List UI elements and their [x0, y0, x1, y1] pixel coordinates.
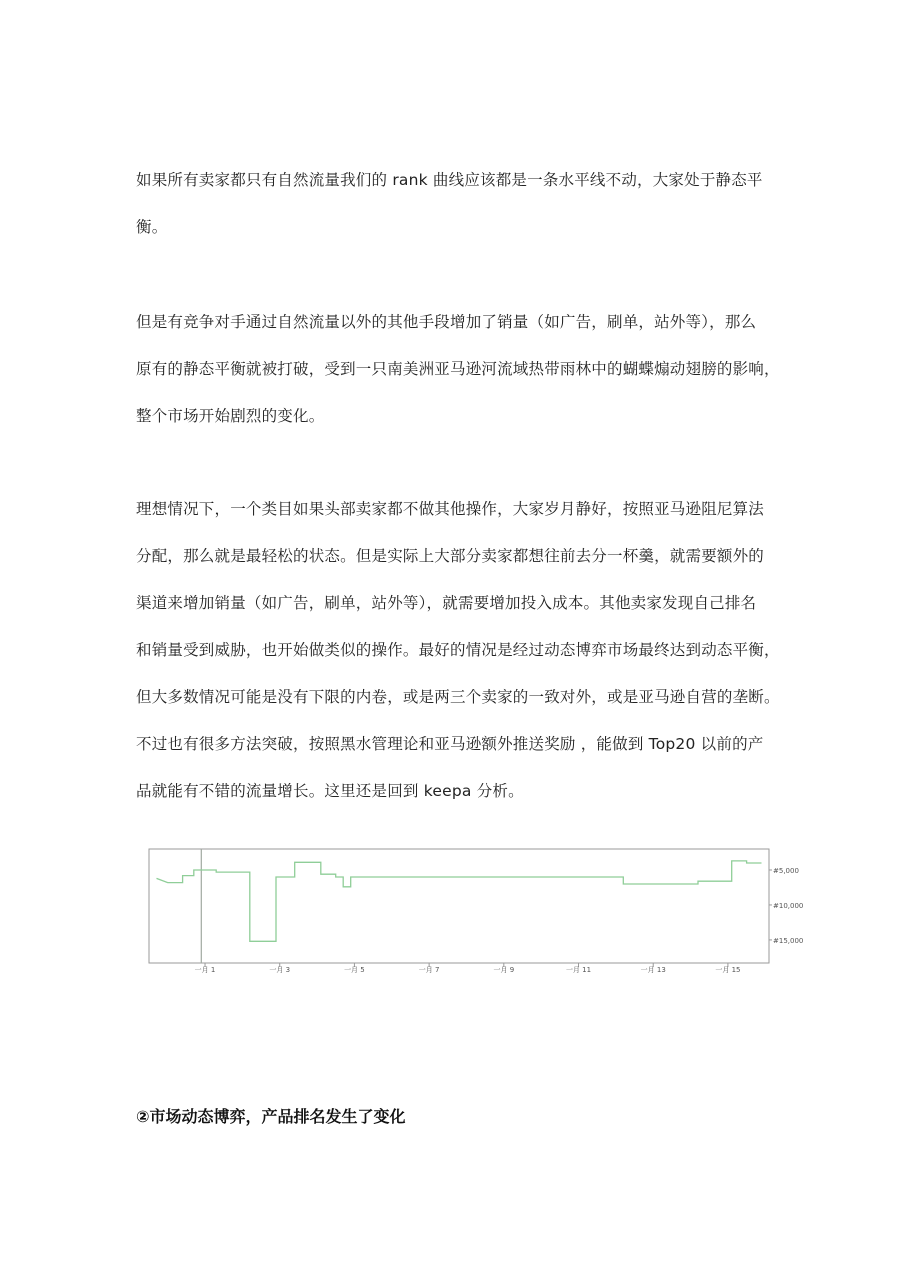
- text-line: 分配，那么就是最轻松的状态。但是实际上大部分卖家都想往前去分一杯羹，就需要额外的: [136, 547, 765, 565]
- paragraph-1: [136, 157, 776, 251]
- text-line: 渠道来增加销量（如广告，刷单，站外等），就需要增加投入成本。其他卖家发现自己排名: [136, 594, 757, 612]
- y-tick-label: #10,000: [773, 901, 804, 910]
- x-tick-label: 一月 13: [640, 966, 666, 974]
- text-line: 整个市场开始剧烈的变化。: [136, 407, 325, 425]
- text-line: 和销量受到威胁，也开始做类似的操作。最好的情况是经过动态博弈市场最终达到动态平衡，: [136, 641, 780, 659]
- y-tick-label: #5,000: [773, 866, 799, 875]
- text-line: 品就能有不错的流量增长。这里还是回到 keepa 分析。: [136, 782, 524, 800]
- x-tick-label: 一月 3: [269, 966, 291, 974]
- x-tick-label: 一月 7: [418, 966, 440, 974]
- y-tick-label: #15,000: [773, 936, 804, 945]
- x-tick-label: 一月 5: [344, 966, 365, 974]
- text-line: 不过也有很多方法突破，按照黑水管理论和亚马逊额外推送奖励 ，能做到 Top20 以前的产: [136, 735, 764, 753]
- x-tick-label: 一月 9: [493, 966, 515, 974]
- text-line: 但大多数情况可能是没有下限的内卷，或是两三个卖家的一致对外，或是亚马逊自营的垄断。: [136, 688, 780, 706]
- keepa-rank-chart: [140, 832, 804, 980]
- paragraph-2: [136, 299, 780, 440]
- paragraph-3: [136, 486, 780, 815]
- plot-frame: [149, 849, 769, 963]
- text-line: 但是有竞争对手通过自然流量以外的其他手段增加了销量（如广告，刷单，站外等），那么: [136, 313, 757, 331]
- text-line: 如果所有卖家都只有自然流量我们的 rank 曲线应该都是一条水平线不动，大家处于静态平: [136, 171, 763, 189]
- x-tick-label: 一月 15: [715, 966, 741, 974]
- text-line: 衡。: [136, 218, 168, 236]
- text-line: 原有的静态平衡就被打破，受到一只南美洲亚马逊河流域热带雨林中的蝴蝶煽动翅膀的影响，: [136, 360, 780, 378]
- x-tick-label: 一月 11: [565, 966, 592, 974]
- x-tick-label: 一月 1: [194, 966, 216, 974]
- text-line: 理想情况下，一个类目如果头部卖家都不做其他操作，大家岁月静好，按照亚马逊阻尼算法: [136, 500, 765, 518]
- section-heading: ②市场动态博弈，产品排名发生了变化: [136, 1107, 406, 1126]
